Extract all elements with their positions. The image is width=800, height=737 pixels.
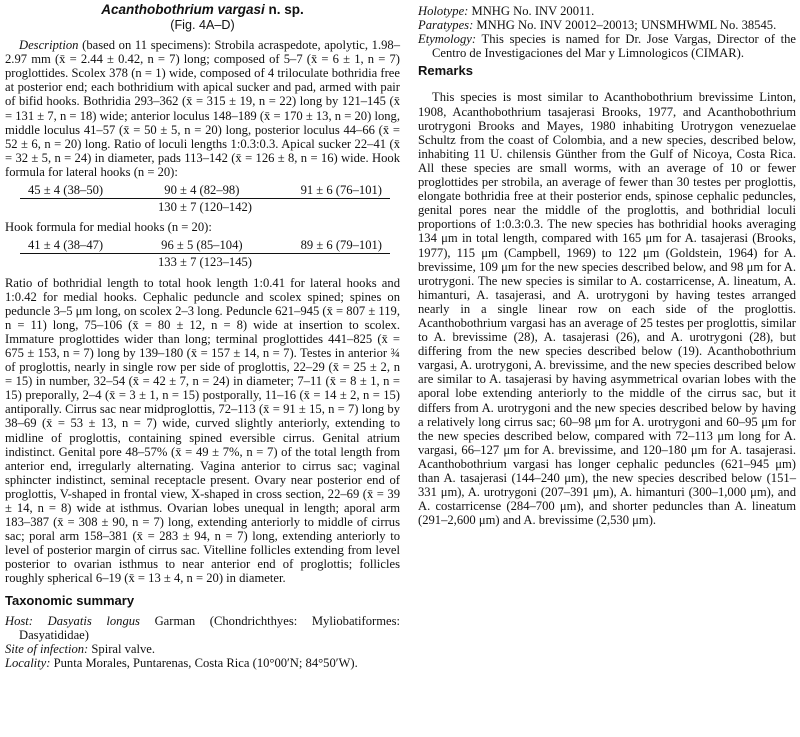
lateral-formula-a: 45 ± 4 (38–50) <box>28 183 104 198</box>
site-label: Site of infection: <box>5 641 89 656</box>
left-column <box>5 0 400 670</box>
lateral-formula-b: 90 ± 4 (82–98) <box>164 183 240 198</box>
lateral-hook-formula <box>20 183 390 214</box>
medial-formula-intro: Hook formula for medial hooks (n = 20): <box>5 220 212 235</box>
paratypes-value: MNHG No. INV 20012–20013; UNSMHWML No. 38545. <box>473 18 777 33</box>
etymology-label: Etymology: <box>418 32 477 47</box>
species-title <box>5 2 400 18</box>
host-line <box>5 614 400 642</box>
medial-formula-c: 89 ± 6 (79–101) <box>300 238 382 253</box>
remarks-heading: Remarks <box>418 63 473 79</box>
new-species-marker: n. sp. <box>264 2 304 17</box>
host-species: Dasyatis longus <box>47 613 140 628</box>
description-label: Description <box>19 38 79 53</box>
medial-formula-a: 41 ± 4 (38–47) <box>28 238 104 253</box>
medial-formula-total: 133 ± 7 (123–145) <box>157 255 252 270</box>
taxonomic-summary-heading: Taxonomic summary <box>5 592 135 608</box>
paratypes-label: Paratypes: <box>418 18 474 33</box>
locality-label: Locality: <box>5 655 51 670</box>
figure-reference: (Fig. 4A–D) <box>170 18 235 32</box>
medial-formula-b: 96 ± 5 (85–104) <box>161 238 243 253</box>
etymology-value: This species is named for Dr. Jose Vargas, Director of the Centro de Investigaciones del Mar y Limnologicos (CIMAR). <box>432 32 796 61</box>
description-paragraph <box>5 38 400 179</box>
medial-hook-formula <box>20 238 390 269</box>
holotype-line <box>418 4 796 18</box>
right-column <box>418 0 796 527</box>
holotype-label: Holotype: <box>418 4 469 18</box>
lateral-formula-total: 130 ± 7 (120–142) <box>157 200 252 215</box>
host-classification: Garman (Chondrichthyes: Myliobatiformes: Dasyatididae) <box>19 613 400 642</box>
site-line <box>5 642 400 656</box>
lateral-formula-c: 91 ± 6 (76–101) <box>300 183 382 198</box>
species-name: Acanthobothrium vargasi <box>101 2 265 17</box>
host-label: Host: <box>5 613 33 628</box>
locality-line <box>5 656 400 670</box>
paratypes-line <box>418 18 796 32</box>
locality-value: Punta Morales, Puntarenas, Costa Rica (10°00′N; 84°50′W). <box>50 655 358 670</box>
description-text: (based on 11 specimens): Strobila acraspedote, apolytic, 1.98–2.97 mm (x̄ = 2.44 ± 0.42, n = 7) long; composed of 5–7 (x̄ = 6 ± 1, n = 7) proglottides. Scolex 378 (n = 1) wide, composed of 4 triloculate bothridia free at posterior end; each bothridium with apical sucker and pad, armed with pair of bifid hooks. Bothridia 293–362 (x̄ = 315 ± 19, n = 22) long by 121–145 (x̄ = 131 ± 7, n = 18) wide; anterior loculus 148–189 (x̄ = 170 ± 13, n = 20) long, middle loculus 41–57 (x̄ = 50 ± 5, n = 20) long, posterior loculus 44–66 (x̄ = 52 ± 6, n = 20) long. Ratio of loculi lengths 1:0.3:0.3. Apical sucker 22–41 (x̄ = 32 ± 5, n = 24) in diameter, pads 113–142 (x̄ = 126 ± 8, n = 16) wide. Hook formula for lateral hooks (n = 20): <box>5 38 400 179</box>
description-continued: Ratio of bothridial length to total hook length 1:0.41 for lateral hooks and 1:0.42 for medial hooks. Cephalic peduncle and scolex spined; spines on peduncle 3–5 μm long, on scolex 2–3 long. Peduncle 621–945 (x̄ = 807 ± 119, n = 11) long, 75–106 (x̄ = 80 ± 12, n = 8) wide at insertion to scolex. Immature proglottides wider than long; terminal proglottides 441–825 (x̄ = 675 ± 153, n = 7) long by 139–180 (x̄ = 157 ± 14, n = 7). Testes in anterior ¾ of proglottis, nearly in single row per side of proglottis, 22–29 (x̄ = 25 ± 2, n = 15) in number, 32–54 (x̄ = 42 ± 7, n = 24) in diameter; 7–11 (x̄ = 8 ± 1, n = 15) preporally, 2–4 (x̄ = 3 ± 1, n = 15) postporally, 11–16 (x̄ = 14 ± 2, n = 15) antiporally. Cirrus sac near midproglottis, 72–113 (x̄ = 91 ± 15, n = 7) long by 38–69 (x̄ = 53 ± 13, n = 7) wide, curved slightly anteriorly, extending to midline of proglottis, containing spined eversible cirrus. Genital atrium indistinct. Genital pore 48–57% (x̄ = 49 ± 7%, n = 7) of the total length from anterior end, irregularly alternating. Vagina anterior to cirrus sac; vaginal sphincter indistinct, seminal receptacle present. Ovary near posterior end of proglottis, V-shaped in frontal view, X-shaped in cross section, 22–69 (x̄ = 39 ± 14, n = 8) wide at isthmus. Ovarian lobes unequal in length; aporal arm 183–387 (x̄ = 308 ± 90, n = 7) long, extending anteriorly to middle of cirrus sac; poral arm 158–381 (x̄ = 283 ± 94, n = 7) long, extending anteriorly to level of posterior margin of cirrus sac. Vitelline follicles extending from level posterior to ovarian isthmus to near anterior end of proglottis; follicles roughly spherical 6–19 (x̄ = 13 ± 4, n = 20) in diameter. <box>5 275 400 586</box>
site-value: Spiral valve. <box>88 641 156 656</box>
holotype-value: MNHG No. INV 20011. <box>468 4 595 18</box>
etymology-line <box>418 32 796 60</box>
remarks-paragraph: This species is most similar to Acanthobothrium brevissime Linton, 1908, Acanthobothrium tasajerasi Brooks, 1977, and Acanthobothrium urotrygoni Brooks and Mayes, 1980 inhabiting Urotrygon venezuelae Schultz from the coast of Colombia, and a new species, described below, inhabiting 11 U. chilensis Günther from the Gulf of Nicoya, Costa Rica. All these species are small worms, with an average of 10 or fewer proglottides per strobila, an average of fewer than 30 testes per proglottis, elongate bothridia free at their posterior ends, spinose cephalic peduncles, genital pores near the middle of the proglottis, and bothridial loculi proportions of 1:0.3:0.3. The new species has bothridial hooks averaging 134 μm in total length, compared with 165 μm for A. tasajerasi (Brooks, 1977), 115 μm (Campbell, 1969) to 122 μm (Goldstein, 1964) for A. brevissime, 109 μm for the new species described below, and 98 μm for A. urotrygoni. The new species is similar to A. costarricense, A. lineatum, A. himanturi, A. tasajerasi, and A. urotrygoni by having testes arranged nearly in a single linear row on each side of the proglottis. Acanthobothrium vargasi has an average of 25 testes per proglottis, similar to A. brevissime (28), A. tasajerasi (26), and A. urotrygoni (28), but differing from the new species described below (19). Acanthobothrium vargasi, A. urotrygoni, A. brevissime, and the new species described below are similar to A. tasajerasi by having asymmetrical ovarian lobes with the aporal lobe extending anteriorly to the middle of the cirrus sac, but it differs from A. urotrygoni and the new species described below by having a relatively long cirrus sac; 60–98 μm for A. urotrygoni and 60–95 μm for the new species described below, compared with 72–113 μm long for A. vargasi, 66–127 μm for A. brevissime, and 120–180 μm for A. tasajerasi. Acanthobothrium vargasi has longer cephalic peduncles (621–945 μm) than A. tasajerasi (144–240 μm), the new species described below (151–331 μm), A. urotrygoni (207–391 μm), A. himanturi (300–1,000 μm), and A. costarricense (284–700 μm), and shorter peduncles than A. lineatum (291–2,600 μm) and A. brevissime (2,530 μm). <box>418 90 796 528</box>
